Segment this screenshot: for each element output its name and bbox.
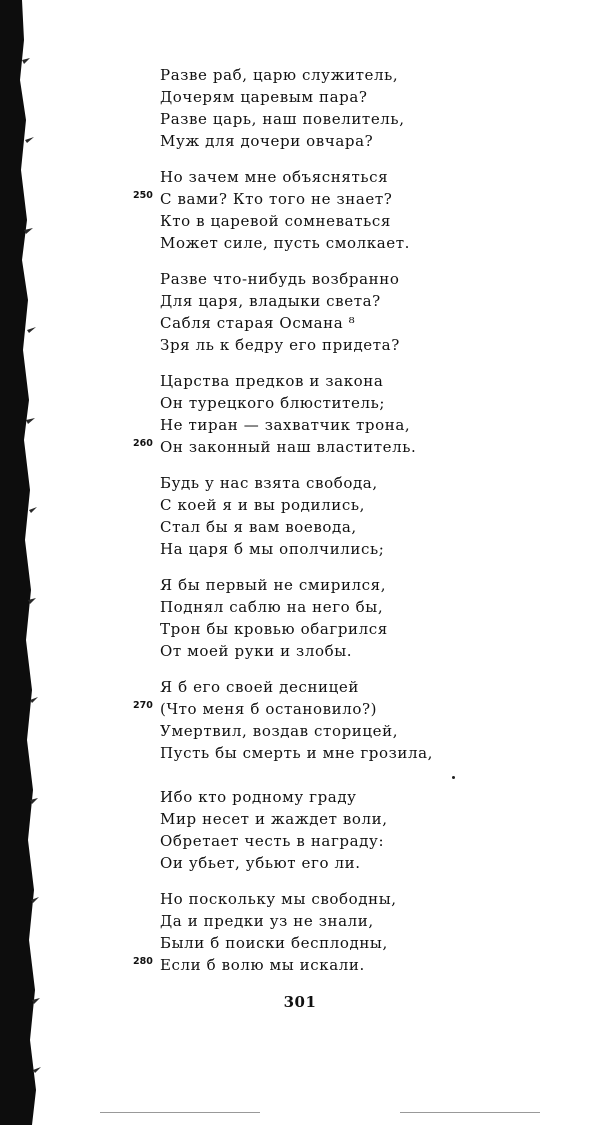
poem-line xyxy=(160,86,580,108)
poem-line xyxy=(160,312,580,334)
poem-line xyxy=(160,830,580,852)
poem-line xyxy=(160,472,580,494)
stanza xyxy=(133,676,580,764)
poem-line-text: Ибо кто родному граду xyxy=(160,788,357,806)
poem-line xyxy=(160,268,580,290)
poem-line xyxy=(160,392,580,414)
poem-line xyxy=(160,932,580,954)
poem-line-text: Трон бы кровью обагрился xyxy=(160,620,388,638)
poem-line-text: Муж для дочери овчара? xyxy=(160,132,374,150)
poem-line xyxy=(160,618,580,640)
bottom-rule-left xyxy=(100,1112,260,1113)
poem-line-text: Я бы первый не смирился, xyxy=(160,576,387,594)
poem-line xyxy=(160,596,580,618)
poem-line-text: Дочерям царевым пара? xyxy=(160,88,368,106)
bottom-rule-right xyxy=(400,1112,540,1113)
poem-line-text: Стал бы я вам воевода, xyxy=(160,518,357,536)
line-number: 250 xyxy=(133,190,153,201)
stanza xyxy=(160,574,580,662)
poem-line-text: Мир несет и жаждет воли, xyxy=(160,810,388,828)
poem-line xyxy=(160,742,580,764)
poem-line-text: Царства предков и закона xyxy=(160,372,384,390)
line-number: 260 xyxy=(133,438,153,449)
poem-line-text: От моей руки и злобы. xyxy=(160,642,353,660)
poem-line-text: Я б его своей десницей xyxy=(160,678,359,696)
poem-line-text: Но поскольку мы свободны, xyxy=(160,890,397,908)
poem-line-text: (Что меня б остановило?) xyxy=(160,700,378,718)
stanza xyxy=(160,786,580,874)
poem-line-text: Будь у нас взята свобода, xyxy=(160,474,378,492)
print-speck xyxy=(452,776,455,779)
stanza xyxy=(160,64,580,152)
poem-line-text: Но зачем мне объясняться xyxy=(160,168,389,186)
poem-line xyxy=(160,370,580,392)
poem-line xyxy=(160,166,580,188)
poem-line-text: Да и предки уз не знали, xyxy=(160,912,374,930)
page-binding-edge xyxy=(0,0,42,1125)
line-number: 280 xyxy=(133,956,153,967)
poem-line-text: Пусть бы смерть и мне грозила, xyxy=(160,744,434,762)
poem-line-text: Если б волю мы искали. xyxy=(160,956,365,974)
poem-line-text: Поднял саблю на него бы, xyxy=(160,598,384,616)
poem-line-text: Может силе, пусть смолкает. xyxy=(160,234,411,252)
poem-line xyxy=(160,852,580,874)
poem-line-text: Обретает честь в награду: xyxy=(160,832,385,850)
stanza xyxy=(160,268,580,356)
poem-line xyxy=(160,494,580,516)
page-number: 301 xyxy=(283,993,317,1011)
poem-line xyxy=(160,334,580,356)
poem-line-text: Кто в царевой сомневаться xyxy=(160,212,391,230)
poem-line xyxy=(160,676,580,698)
poem-line xyxy=(133,436,580,458)
poem-line xyxy=(160,786,580,808)
poem-line-text: Умертвил, воздав сторицей, xyxy=(160,722,399,740)
poem-line-text: Ои убьет, убьют его ли. xyxy=(160,854,361,872)
stanza xyxy=(133,370,580,458)
poem-line xyxy=(160,910,580,932)
poem-line-text: Не тиран — захватчик трона, xyxy=(160,416,411,434)
poem-line xyxy=(160,720,580,742)
poem-line-text: Сабля старая Османа ⁸ xyxy=(160,314,356,332)
poem-line xyxy=(160,130,580,152)
poem-line-text: Он турецкого блюститель; xyxy=(160,394,386,412)
poem-line xyxy=(160,888,580,910)
poem-line-text: Разве царь, наш повелитель, xyxy=(160,110,405,128)
poem-line-text: С коей я и вы родились, xyxy=(160,496,365,514)
poem-line xyxy=(160,232,580,254)
poem-line xyxy=(133,954,580,976)
poem-line xyxy=(160,210,580,232)
poem-line xyxy=(160,414,580,436)
line-number: 270 xyxy=(133,700,153,711)
poem-line xyxy=(133,188,580,210)
poem-line-text: Зря ль к бедру его придета? xyxy=(160,336,400,354)
poem-line xyxy=(160,574,580,596)
stanza xyxy=(133,166,580,254)
poem-line xyxy=(133,698,580,720)
stanza xyxy=(133,888,580,976)
poem-line xyxy=(160,538,580,560)
poem-line-text: Для царя, владыки света? xyxy=(160,292,381,310)
poem-line xyxy=(160,516,580,538)
stanza xyxy=(160,472,580,560)
poem-line xyxy=(160,108,580,130)
poem-line xyxy=(160,640,580,662)
poem-line-text: На царя б мы ополчились; xyxy=(160,540,385,558)
poem-line-text: Разве раб, царю служитель, xyxy=(160,66,399,84)
poem-line xyxy=(160,64,580,86)
poem-line-text: Были б поиски бесплодны, xyxy=(160,934,388,952)
poem-line xyxy=(160,808,580,830)
poem-line-text: Разве что-нибудь возбранно xyxy=(160,270,400,288)
poem-line-text: С вами? Кто того не знает? xyxy=(160,190,393,208)
poem-line-text: Он законный наш властитель. xyxy=(160,438,417,456)
poem-line xyxy=(160,290,580,312)
